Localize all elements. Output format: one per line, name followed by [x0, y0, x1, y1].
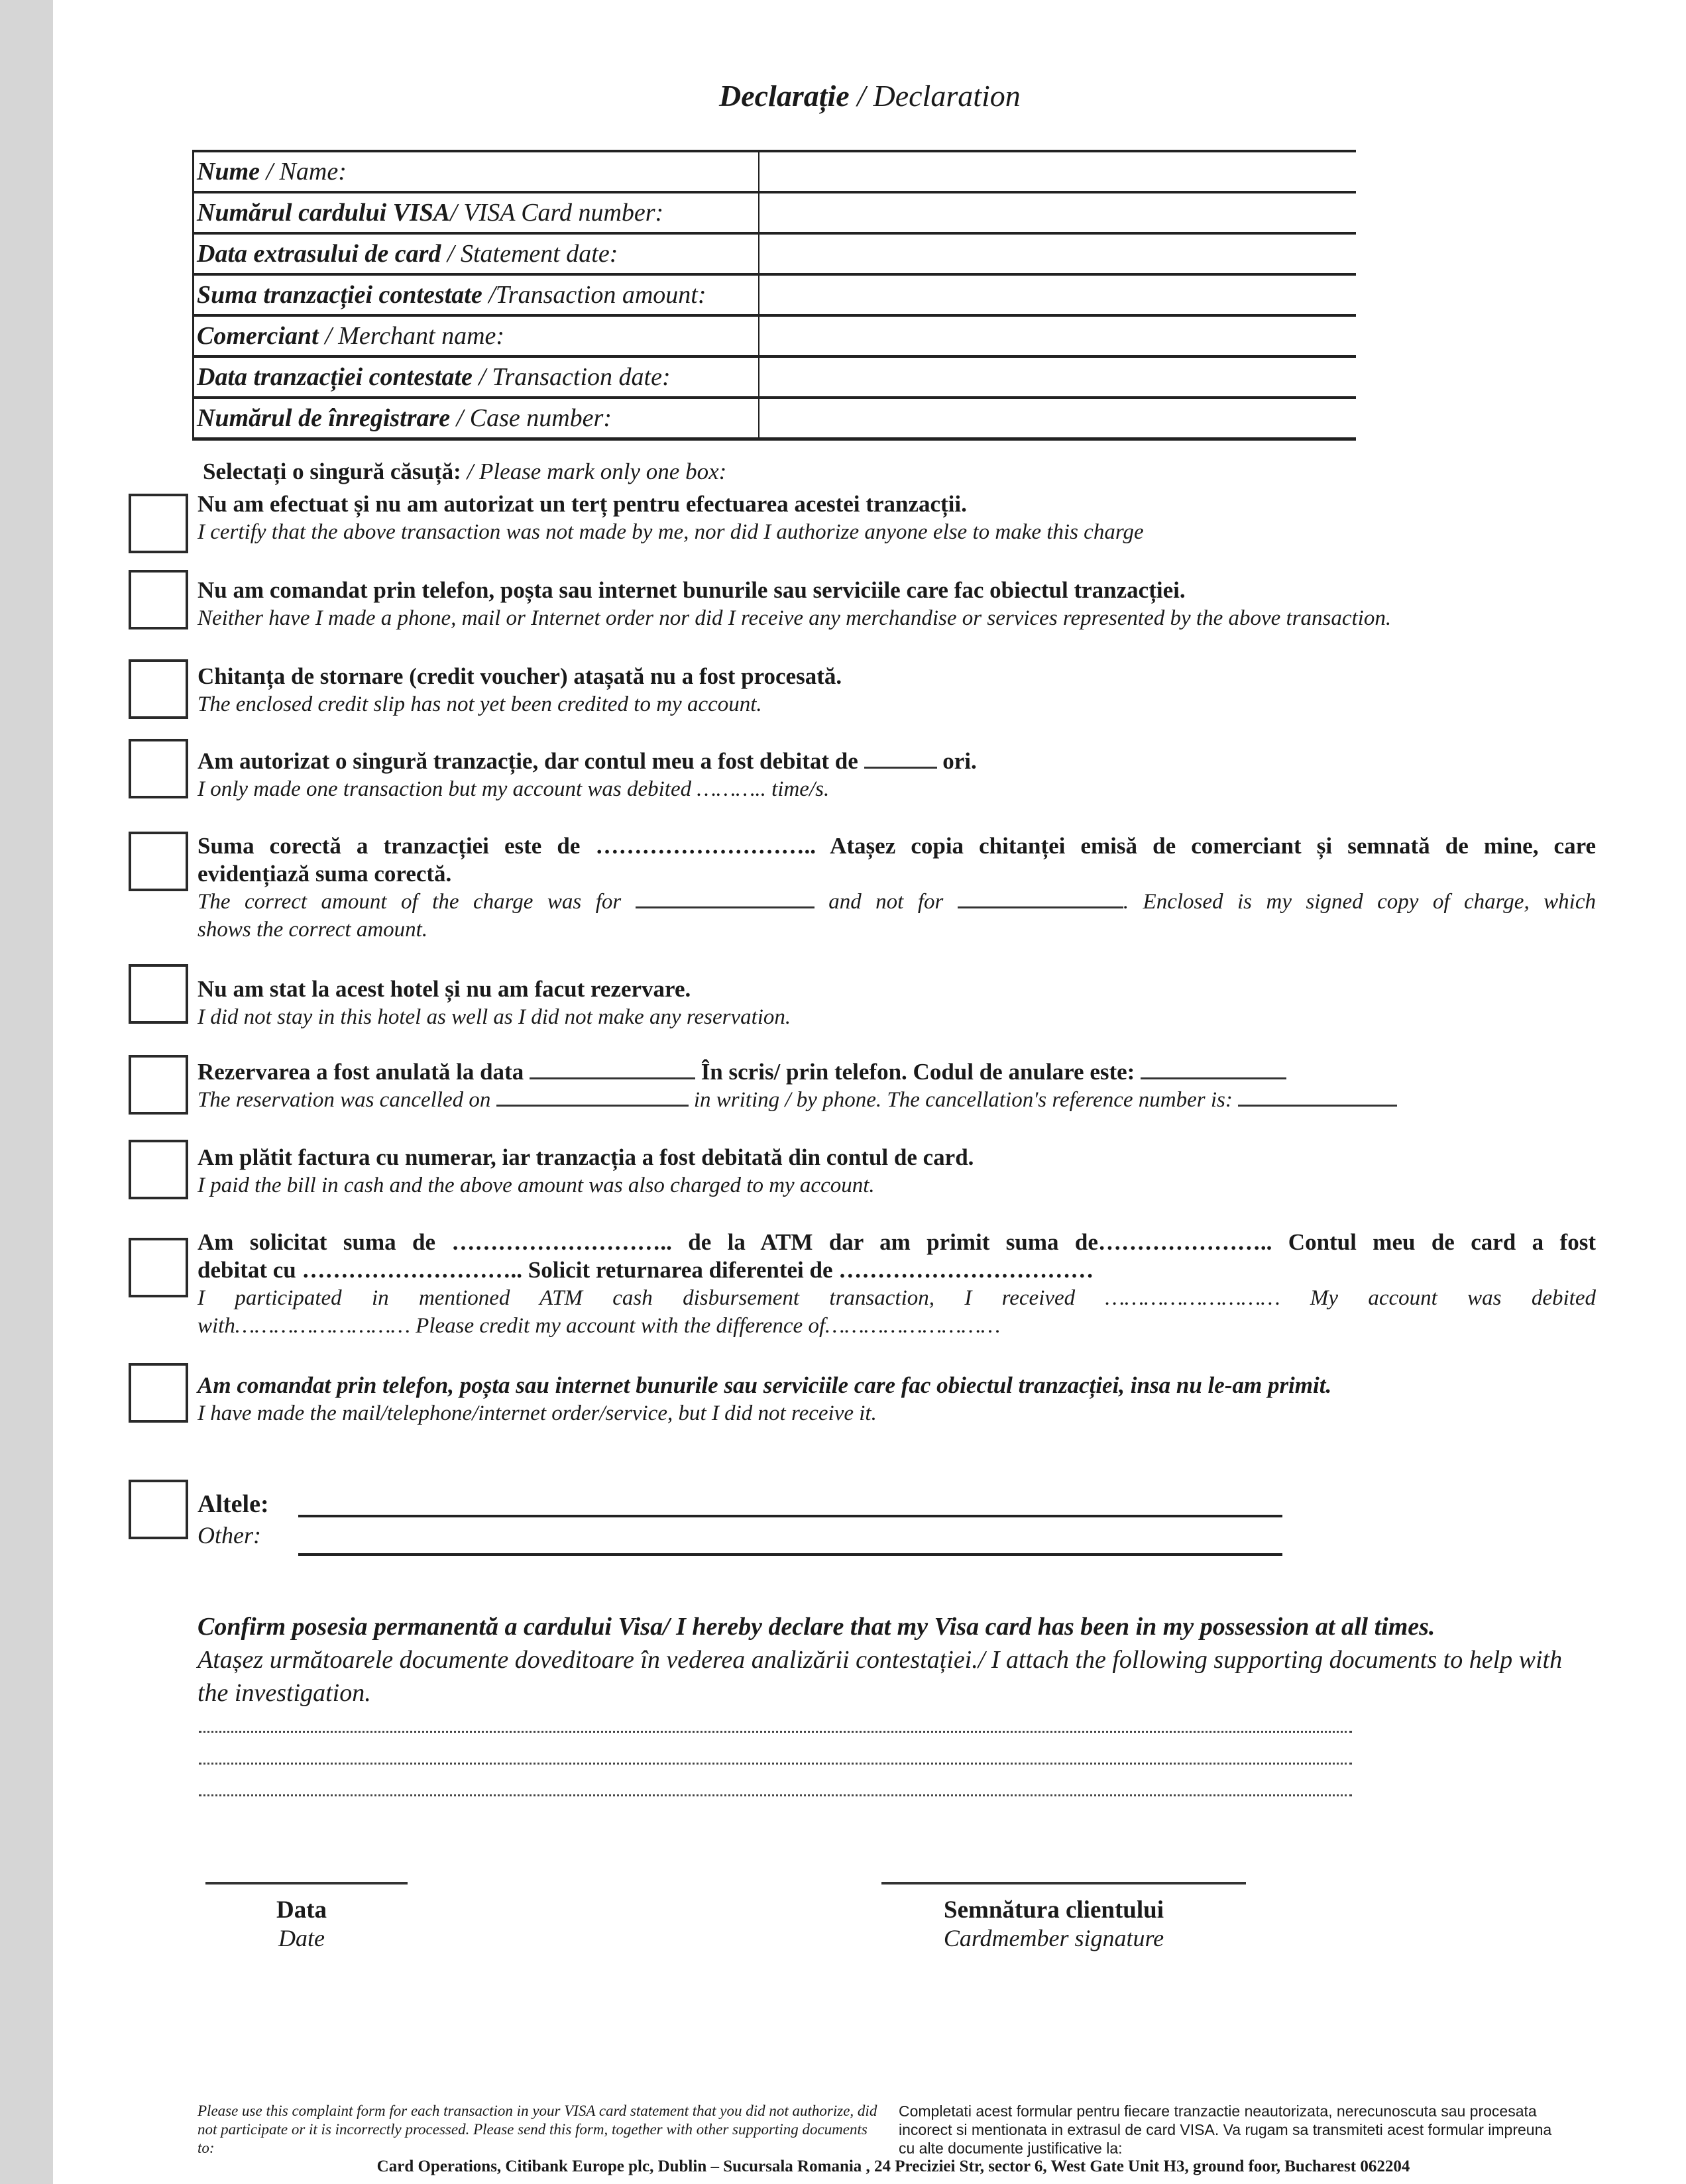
option-4-en: I only made one transaction but my account was debited ……….. time/s.	[197, 777, 830, 801]
option-6-en: I did not stay in this hotel as well as I did not make any reservation.	[197, 1005, 791, 1029]
option-10	[197, 1372, 1596, 1427]
option-9-en: I participated in mentioned ATM cash disbursement transaction, I received ……………………… My account was debited	[197, 1286, 1596, 1310]
cancel-date-field[interactable]	[530, 1059, 695, 1079]
cancel-date-en-field[interactable]	[496, 1086, 689, 1107]
option-3	[197, 663, 1596, 718]
option-checkbox-2[interactable]	[129, 570, 188, 629]
correct-amount-field[interactable]	[636, 888, 815, 908]
attach-documents-text: Atașez următoarele documente doveditoare în vederea analizării contestației./ I attach the following supporting documents to help with the investigation.	[197, 1646, 1563, 1707]
option-9-ro: Am solicitat suma de ……………………….. de la ATM dar am primit suma de………………….. Contul meu de card a fost	[197, 1229, 1596, 1255]
option-3-en: The enclosed credit slip has not yet been credited to my account.	[197, 692, 762, 716]
info-label: Comerciant / Merchant name:	[192, 317, 759, 355]
option-checkbox-10[interactable]	[129, 1363, 188, 1423]
title-en: Declaration	[873, 79, 1021, 113]
incorrect-amount-field[interactable]	[958, 888, 1123, 908]
info-row-case-number	[192, 396, 1356, 441]
statement-date-field[interactable]	[759, 235, 1356, 273]
option-2	[197, 576, 1596, 632]
info-table	[192, 150, 1356, 441]
times-blank-field[interactable]	[864, 748, 937, 769]
info-row-card-number	[192, 191, 1356, 232]
option-7: Rezervarea a fost anulată la data În scris/ prin telefon. Codul de anulare este: The reservation was cancelled on in writing / by phone. The cancellation's reference number is:	[197, 1058, 1596, 1114]
cardmember-signature-line[interactable]	[881, 1882, 1246, 1884]
option-5-ro: Suma corectă a tranzacției este de ……………………….. Atașez copia chitanței emisă de comerciant și semnată de mine, care	[197, 833, 1596, 859]
option-1	[197, 490, 1596, 546]
other-label-ro: Altele:	[197, 1490, 269, 1518]
cancel-code-field[interactable]	[1141, 1059, 1286, 1079]
option-checkbox-9[interactable]	[129, 1238, 188, 1297]
page-title	[719, 78, 1021, 113]
info-row-transaction-amount	[192, 273, 1356, 314]
info-label: Data tranzacției contestate / Transaction date:	[192, 358, 759, 396]
footer-instructions-ro: Completati acest formular pentru fiecare tranzactie neautorizata, nerecunoscuta sau procesata incorect si mentionata in extrasul de card VISA. Va rugam sa transmiteti acest formular impreuna cu alte documente justificative la:	[899, 2102, 1552, 2157]
supporting-document-line-1[interactable]	[199, 1731, 1352, 1733]
title-ro: Declarație	[719, 79, 850, 113]
option-8	[197, 1144, 1596, 1199]
option-1-en: I certify that the above transaction was not made by me, nor did I authorize anyone else to make this charge	[197, 520, 1144, 544]
footer-instructions-en: Please use this complaint form for each transaction in your VISA card statement that you did not authorize, did not participate or it is incorrectly processed. Please send this form, together with other supporting documents to:	[197, 2102, 877, 2156]
transaction-amount-field[interactable]	[759, 276, 1356, 314]
option-6	[197, 975, 1596, 1031]
option-checkbox-3[interactable]	[129, 659, 188, 719]
info-label: Nume / Name:	[192, 152, 759, 191]
option-checkbox-6[interactable]	[129, 964, 188, 1024]
option-10-ro: Am comandat prin telefon, poșta sau internet bunurile sau serviciile care fac obiectul tranzacției, insa nu le-am primit.	[197, 1372, 1332, 1398]
option-2-en: Neither have I made a phone, mail or Internet order nor did I receive any merchandise or services represented by the above transaction.	[197, 606, 1392, 630]
info-row-transaction-date	[192, 355, 1356, 396]
transaction-date-field[interactable]	[759, 358, 1356, 396]
info-label: Suma tranzacției contestate /Transaction amount:	[192, 276, 759, 314]
option-1-ro: Nu am efectuat și nu am autorizat un terț pentru efectuarea acestei tranzacții.	[197, 491, 967, 517]
other-input-line-1[interactable]	[298, 1515, 1282, 1517]
info-label: Data extrasului de card / Statement date:	[192, 235, 759, 273]
option-6-ro: Nu am stat la acest hotel și nu am facut rezervare.	[197, 976, 691, 1002]
instruction-text: Selectați o singură căsuță: / Please mark only one box:	[203, 459, 727, 484]
option-checkbox-7[interactable]	[129, 1055, 188, 1115]
info-label: Numărul de înregistrare / Case number:	[192, 399, 759, 437]
option-8-en: I paid the bill in cash and the above amount was also charged to my account.	[197, 1174, 875, 1197]
option-3-ro: Chitanța de stornare (credit voucher) atașată nu a fost procesată.	[197, 663, 842, 689]
merchant-name-field[interactable]	[759, 317, 1356, 355]
info-row-statement-date	[192, 232, 1356, 273]
supporting-document-line-3[interactable]	[199, 1794, 1352, 1796]
supporting-document-line-2[interactable]	[199, 1763, 1352, 1765]
reference-number-field[interactable]	[1238, 1086, 1397, 1107]
option-5: Suma corectă a tranzacției este de ……………………….. Atașez copia chitanței emisă de comerciant și semnată de mine, care evidențiază suma corectă. The correct amount of the charge was for and not for . Enclosed is my signed copy of charge, which shows the correct amount.	[197, 833, 1597, 942]
title-separator: /	[849, 79, 873, 113]
other-label-en: Other:	[197, 1522, 261, 1549]
option-10-en: I have made the mail/telephone/internet order/service, but I did not receive it.	[197, 1401, 877, 1425]
option-4: Am autorizat o singură tranzacție, dar contul meu a fost debitat de ori. I only made one transaction but my account was debited ……….. time/s.	[197, 747, 1596, 803]
scan-margin-band	[0, 0, 53, 2184]
option-4-ro: Am autorizat o singură tranzacție, dar contul meu a fost debitat de	[197, 748, 858, 774]
date-signature-line[interactable]	[205, 1882, 408, 1884]
option-checkbox-1[interactable]	[129, 494, 188, 553]
other-checkbox[interactable]	[129, 1480, 188, 1539]
footer-mailing-address: Card Operations, Citibank Europe plc, Dublin – Sucursala Romania , 24 Preciziei Str, sector 6, West Gate Unit H3, ground foor, Bucharest 062204	[376, 2157, 1410, 2175]
info-row-name	[192, 150, 1356, 191]
info-row-merchant-name	[192, 314, 1356, 355]
case-number-field[interactable]	[759, 399, 1356, 437]
possession-declaration: Confirm posesia permanentă a cardului Visa/ I hereby declare that my Visa card has been in my possession at all times. Atașez următoarele documente doveditoare în vederea analizării contestației./ I attach the following supporting documents to help with the investigation.	[197, 1610, 1589, 1710]
option-9: Am solicitat suma de ……………………….. de la ATM dar am primit suma de………………….. Contul meu de card a fost debitat cu ……………………….. Solicit returnarea diferentei de …………………………… I participated in mentioned ATM cash disbursement transaction, I received ……………………… My account was debited with……………………… Please credit my account with the difference of………………………	[197, 1229, 1596, 1338]
option-checkbox-8[interactable]	[129, 1140, 188, 1199]
option-checkbox-4[interactable]	[129, 739, 188, 798]
option-2-ro: Nu am comandat prin telefon, poșta sau internet bunurile sau serviciile care fac obiectul tranzacției.	[197, 577, 1186, 603]
signature-label: Semnătura clientului Cardmember signature	[943, 1896, 1164, 1951]
option-8-ro: Am plătit factura cu numerar, iar tranzacția a fost debitată din contul de card.	[197, 1144, 974, 1170]
other-input-line-2[interactable]	[298, 1553, 1282, 1556]
name-field[interactable]	[759, 152, 1356, 191]
info-label: Numărul cardului VISA/ VISA Card number:	[192, 193, 759, 232]
card-number-field[interactable]	[759, 193, 1356, 232]
option-checkbox-5[interactable]	[129, 832, 188, 891]
date-label: Data Date	[276, 1896, 327, 1951]
